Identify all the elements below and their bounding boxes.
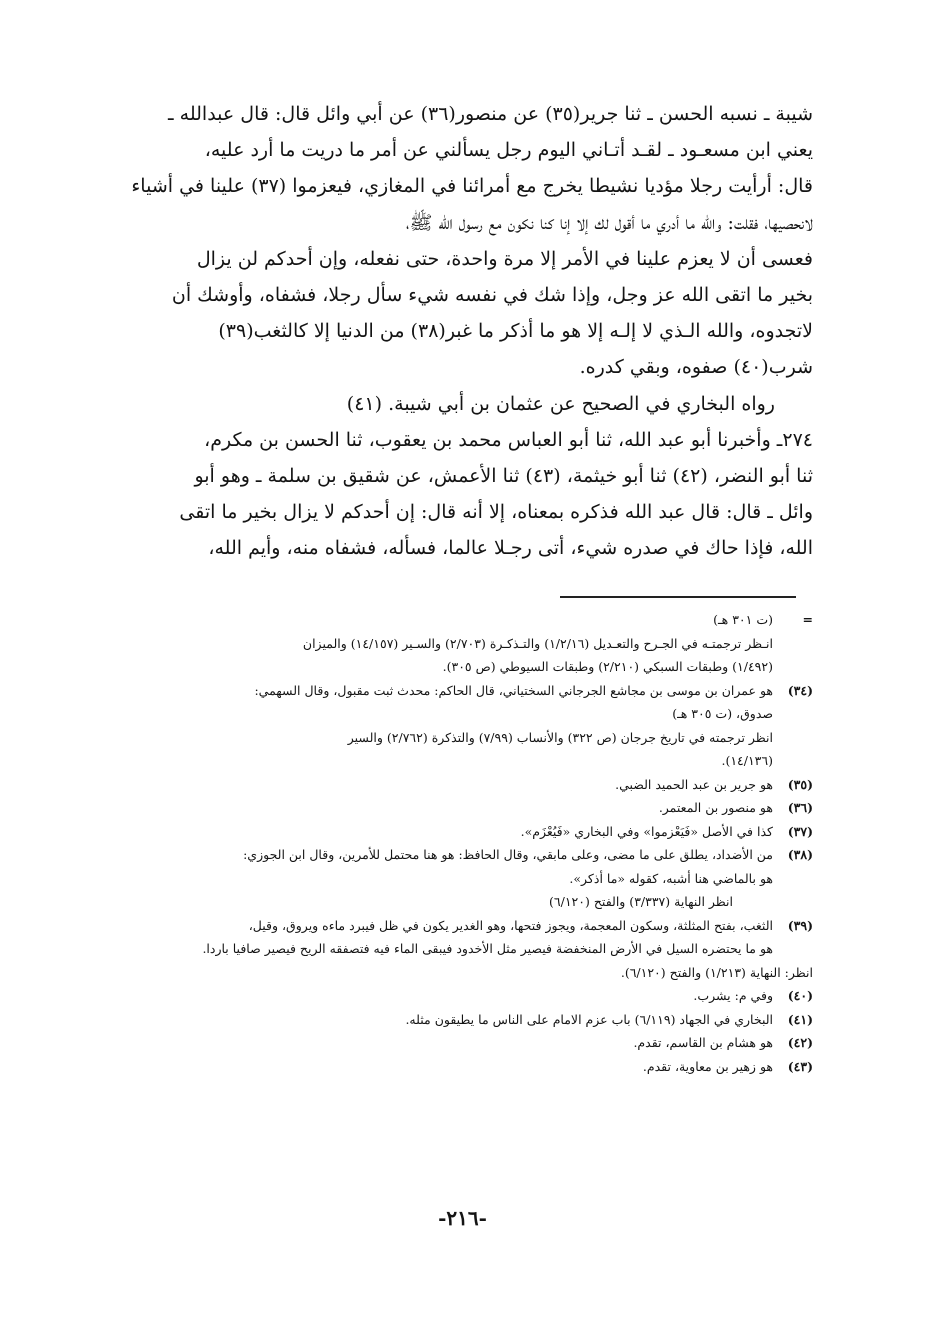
main-text-line: بخير ما اتقى الله عز وجل، وإذا شك في نفسه شيء سأل رجلا، فشفاه، وأوشك أن	[171, 284, 813, 307]
page-number: -٢١٦-	[438, 1206, 487, 1230]
footnote-line: هو جرير بن عبد الحميد الضبي.	[615, 776, 773, 792]
footnote-line: انـظر ترجمتـه في الجـرح والتعـديل (١/٢/١٦) والتـذكـرة (٢/٧٠٣) والسـير (١٤/١٥٧) والميزان	[302, 635, 773, 651]
footnote-line: وفي م: يشرب.	[693, 988, 773, 1003]
footnote-number: (٣٤)	[787, 682, 813, 698]
footnote-39	[100, 914, 813, 961]
footnote-number: (٤٠)	[787, 988, 813, 1003]
footnote-line: هو منصور بن المعتمر.	[658, 800, 773, 815]
footnote-line: انظر: النهاية (١/٢١٣) والفتح (٦/١٢٠).	[620, 964, 813, 980]
footnote-number: (٤٣)	[787, 1058, 813, 1074]
footnote-line: هو هشام بن القاسم، تقدم.	[633, 1035, 773, 1050]
footnote-number: (٤١)	[787, 1011, 813, 1027]
footnote-line: صدوق، (ت ٣٠٥ هـ)	[672, 706, 773, 721]
footnote-line: هو ما يحتضره السيل في الأرض المنخفضة فيصير مثل الأخدود فيبقى الماء فيه فتصفقه الريح فيصير صافيا باردا.	[202, 941, 773, 956]
hadith-274-line: ٢٧٤ـ وأخبرنا أبو عبد الله، ثنا أبو العباس محمد بن يعقوب، ثنا الحسن بن مكرم،	[204, 428, 813, 451]
footnote-38	[100, 843, 813, 914]
main-text-line: يعني ابن مسعـود ـ لقـد أتـاني اليوم رجل يسألني عن أمر ما دريت ما أرد عليه،	[204, 139, 813, 162]
footnote-number: (٣٩)	[787, 917, 813, 933]
footnote-line: هو عمران بن موسى بن مجاشع الجرجاني السختياني، قال الحاكم: محدث ثبت مقبول، وقال السهمي:	[254, 682, 773, 698]
footnote-line: (١/٤٩٢) وطبقات السبكي (٢/٢١٠) وطبقات السيوطي (ص ٣٠٥).	[442, 659, 773, 674]
footnote-continuation	[100, 608, 813, 632]
main-text-line: فعسى أن لا يعزم علينا في الأمر إلا مرة واحدة، حتى نفعله، وإن أحدكم لن يزال	[196, 247, 813, 270]
footnote-line: الثغب، بفتح المثلثة، وسكون المعجمة، ويجوز فتحها، وهو الغدير يكون في ظل فيبرد ماءه ويروق، وقيل،	[248, 917, 773, 933]
main-text-line: لانحصيها، فقلت: والله ما أدري ما أقول لك إلا إنا كنا نكون مع رسول الله ﷺ،	[405, 211, 813, 234]
footnote-34	[100, 679, 813, 773]
main-text-line: شرب(٤٠) صفوه، وبقي كدره.	[579, 356, 813, 379]
footnote-number: (٣٨)	[787, 847, 813, 862]
main-text-line: لاتجدوه، والله الـذي لا إلـه إلا هو ما أذكر ما غبر(٣٨) من الدنيا إلا كالثغب(٣٩)	[218, 320, 813, 343]
main-text-line: قال: أرأيت رجلا مؤديا نشيطا يخرج مع أمرائنا في المغازي، فيعزموا (٣٧) علينا في أشياء	[131, 175, 813, 198]
main-text-line: رواه البخاري في الصحيح عن عثمان بن أبي شيبة. (٤١)	[346, 392, 775, 415]
footnote-number: (٣٧)	[787, 823, 813, 839]
footnote-40	[100, 984, 813, 1008]
footnote-number: (٣٥)	[787, 776, 813, 792]
footnote-line: هو بالماضي هنا أشبه، كقوله «ما أذكر».	[569, 870, 773, 886]
footnote-continuation-refs	[100, 632, 813, 679]
footnote-line: من الأضداد، يطلق على ما مضى، وعلى مابقي، وقال الحافظ: هو هنا محتمل للأمرين، وقال ابن الجوزي:	[243, 847, 773, 862]
footnotes-block	[100, 608, 813, 1078]
continuation-mark: =	[802, 612, 813, 627]
footnote-number: (٣٦)	[787, 800, 813, 815]
continuation-date: (ت ٣٠١ هـ)	[713, 612, 773, 627]
footnote-41	[100, 1008, 813, 1032]
main-text-line: ثنا أبو النضر، (٤٢) ثنا أبو خيثمة، (٤٣) ثنا الأعمش، عن شقيق بن سلمة ـ وهو أبو	[194, 465, 813, 488]
footnote-35	[100, 773, 813, 797]
main-text-line: شيبة ـ نسبه الحسن ـ ثنا جرير(٣٥) عن منصور(٣٦) عن أبي وائل قال: قال عبدالله ـ	[168, 103, 813, 125]
footnote-37	[100, 820, 813, 844]
footnote-line: كذا في الأصل «فَيَعْزموا» وفي البخاري «فَيُعْزَم».	[520, 823, 773, 839]
footnote-line: انظر النهاية (٣/٣٣٧) والفتح (٦/١٢٠)	[549, 894, 733, 909]
footnote-39-ref	[100, 961, 813, 985]
footnote-42	[100, 1031, 813, 1055]
footnote-line: هو زهير بن معاوية، تقدم.	[642, 1058, 773, 1074]
footnote-line: البخاري في الجهاد (٦/١١٩) باب عزم الامام على الناس ما يطيقون مثله.	[405, 1011, 773, 1027]
main-text-line: الله، فإذا حاك في صدره شيء، أتى رجـلا عالما، فسأله، فشفاه منه، وأيم الله،	[208, 537, 813, 560]
main-text-block	[100, 96, 813, 567]
footnote-43	[100, 1055, 813, 1079]
footnote-line: (١٤/١٣٦).	[721, 753, 773, 768]
footnote-line: انظر ترجمته في تاريخ جرجان (ص ٣٢٢) والأنساب (٧/٩٩) والتذكرة (٢/٧٦٢) والسير	[347, 729, 773, 745]
footnote-divider	[560, 596, 796, 598]
main-text-line: وائل ـ قال: قال عبد الله فذكره بمعناه، إلا أنه قال: إن أحدكم لا يزال بخير ما اتقى	[179, 501, 813, 524]
footnote-number: (٤٢)	[787, 1035, 813, 1050]
footnote-36	[100, 796, 813, 820]
